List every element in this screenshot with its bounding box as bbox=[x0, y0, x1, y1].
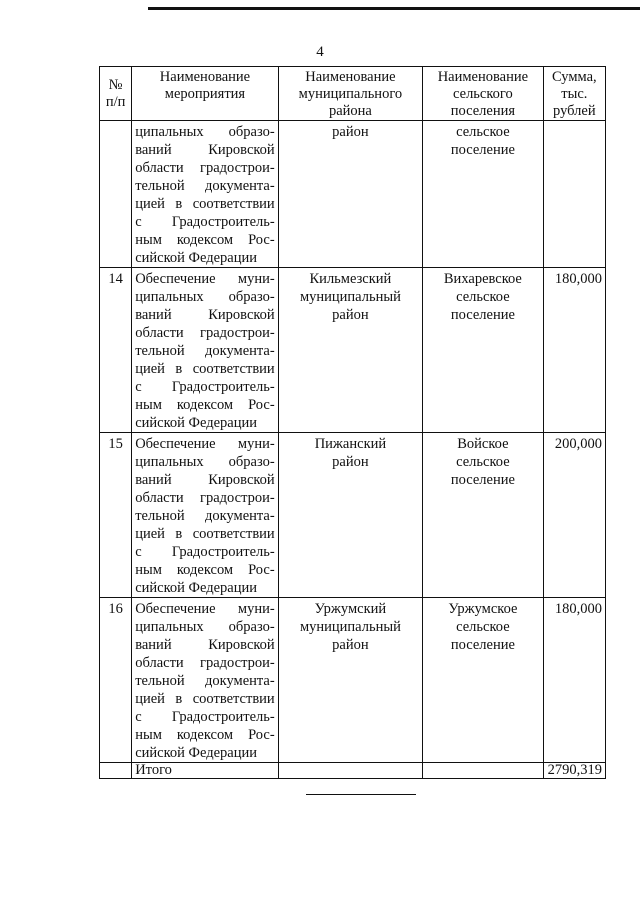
amount: 200,000 bbox=[543, 433, 605, 598]
event-description-line: ципальных образо- bbox=[135, 619, 275, 635]
header-row bbox=[100, 67, 606, 121]
district-name-line: район bbox=[332, 454, 369, 470]
total-amount: 2790,319 bbox=[543, 763, 605, 779]
amount bbox=[543, 121, 605, 268]
district-name bbox=[278, 433, 422, 598]
settlement-name bbox=[423, 598, 544, 763]
settlement-name-line: Войское bbox=[457, 436, 509, 452]
district-name-line: Уржумский bbox=[314, 601, 387, 617]
settlement-name-line: сельское bbox=[456, 124, 510, 140]
settlement-name-line: поселение bbox=[450, 472, 515, 488]
event-description bbox=[132, 268, 279, 433]
event-description-line: с Градостроитель- bbox=[135, 709, 275, 725]
amount: 180,000 bbox=[543, 268, 605, 433]
settlement-name-line: поселение bbox=[450, 307, 515, 323]
event-description-line: тельной документа- bbox=[135, 178, 275, 194]
top-rule bbox=[148, 7, 640, 10]
header-num: № п/п bbox=[100, 67, 132, 121]
settlement-name-line: сельское bbox=[456, 619, 510, 635]
header-settlement: Наименование сельского поселения bbox=[423, 67, 544, 121]
event-description-line: сийской Федерации bbox=[135, 745, 258, 761]
event-description-line: сийской Федерации bbox=[135, 580, 258, 596]
settlement-name-line: сельское bbox=[456, 454, 510, 470]
event-description-line: с Градостроитель- bbox=[135, 544, 275, 560]
header-event: Наименование мероприятия bbox=[132, 67, 279, 121]
district-name-line: район bbox=[332, 307, 369, 323]
event-description-line: ваний Кировской bbox=[135, 472, 275, 488]
event-description-line: области градострои- bbox=[135, 160, 275, 176]
settlement-name-line: поселение bbox=[450, 637, 515, 653]
settlement-name bbox=[423, 268, 544, 433]
event-description-line: ципальных образо- bbox=[135, 454, 275, 470]
event-description-line: ваний Кировской bbox=[135, 307, 275, 323]
event-description-line: ным кодексом Рос- bbox=[135, 727, 275, 743]
total-label: Итого bbox=[132, 763, 279, 779]
total-num-cell bbox=[100, 763, 132, 779]
header-district: Наименование муниципального района bbox=[278, 67, 422, 121]
district-name-line: муниципальный bbox=[299, 619, 401, 635]
event-description-line: ципальных образо- bbox=[135, 124, 275, 140]
settlement-name-line: поселение bbox=[450, 142, 515, 158]
event-description-line: цией в соответствии bbox=[135, 691, 275, 707]
amount: 180,000 bbox=[543, 598, 605, 763]
district-name bbox=[278, 268, 422, 433]
row-number: 16 bbox=[100, 598, 132, 763]
settlement-name-line: сельское bbox=[456, 289, 510, 305]
header-sum: Сумма, тыс. рублей bbox=[543, 67, 605, 121]
event-description-line: тельной документа- bbox=[135, 673, 275, 689]
event-description-line: цией в соответствии bbox=[135, 526, 275, 542]
district-name-line: район bbox=[332, 124, 369, 140]
district-name-line: муниципальный bbox=[299, 289, 401, 305]
event-description-line: ципальных образо- bbox=[135, 289, 275, 305]
settlement-name-line: Вихаревское bbox=[443, 271, 522, 287]
table-row bbox=[100, 268, 606, 433]
event-description-line: Обеспечение муни- bbox=[135, 601, 275, 617]
event-description-line: области градострои- bbox=[135, 490, 275, 506]
event-description-line: с Градостроитель- bbox=[135, 379, 275, 395]
district-name bbox=[278, 121, 422, 268]
row-number: 14 bbox=[100, 268, 132, 433]
event-description-line: с Градостроитель- bbox=[135, 214, 275, 230]
settlement-name bbox=[423, 121, 544, 268]
event-description-line: сийской Федерации bbox=[135, 250, 258, 266]
event-description-line: ваний Кировской bbox=[135, 142, 275, 158]
event-description-line: ваний Кировской bbox=[135, 637, 275, 653]
event-description-line: ным кодексом Рос- bbox=[135, 397, 275, 413]
funding-table bbox=[99, 66, 606, 779]
total-row bbox=[100, 763, 606, 779]
settlement-name bbox=[423, 433, 544, 598]
footer-rule bbox=[306, 794, 416, 795]
row-number: 15 bbox=[100, 433, 132, 598]
event-description-line: цией в соответствии bbox=[135, 361, 275, 377]
table-row bbox=[100, 121, 606, 268]
event-description-line: сийской Федерации bbox=[135, 415, 258, 431]
total-district-cell bbox=[278, 763, 422, 779]
event-description bbox=[132, 433, 279, 598]
table-row bbox=[100, 433, 606, 598]
district-name-line: район bbox=[332, 637, 369, 653]
settlement-name-line: Уржумское bbox=[448, 601, 518, 617]
event-description bbox=[132, 598, 279, 763]
event-description-line: области градострои- bbox=[135, 325, 275, 341]
event-description-line: ным кодексом Рос- bbox=[135, 562, 275, 578]
event-description-line: области градострои- bbox=[135, 655, 275, 671]
event-description-line: тельной документа- bbox=[135, 343, 275, 359]
event-description-line: Обеспечение муни- bbox=[135, 436, 275, 452]
page-number: 4 bbox=[316, 44, 324, 60]
table-row bbox=[100, 598, 606, 763]
district-name-line: Пижанский bbox=[314, 436, 387, 452]
district-name bbox=[278, 598, 422, 763]
event-description-line: тельной документа- bbox=[135, 508, 275, 524]
district-name-line: Кильмезский bbox=[309, 271, 392, 287]
event-description bbox=[132, 121, 279, 268]
event-description-line: ным кодексом Рос- bbox=[135, 232, 275, 248]
event-description-line: цией в соответствии bbox=[135, 196, 275, 212]
event-description-line: Обеспечение муни- bbox=[135, 271, 275, 287]
total-settlement-cell bbox=[423, 763, 544, 779]
row-number bbox=[100, 121, 132, 268]
